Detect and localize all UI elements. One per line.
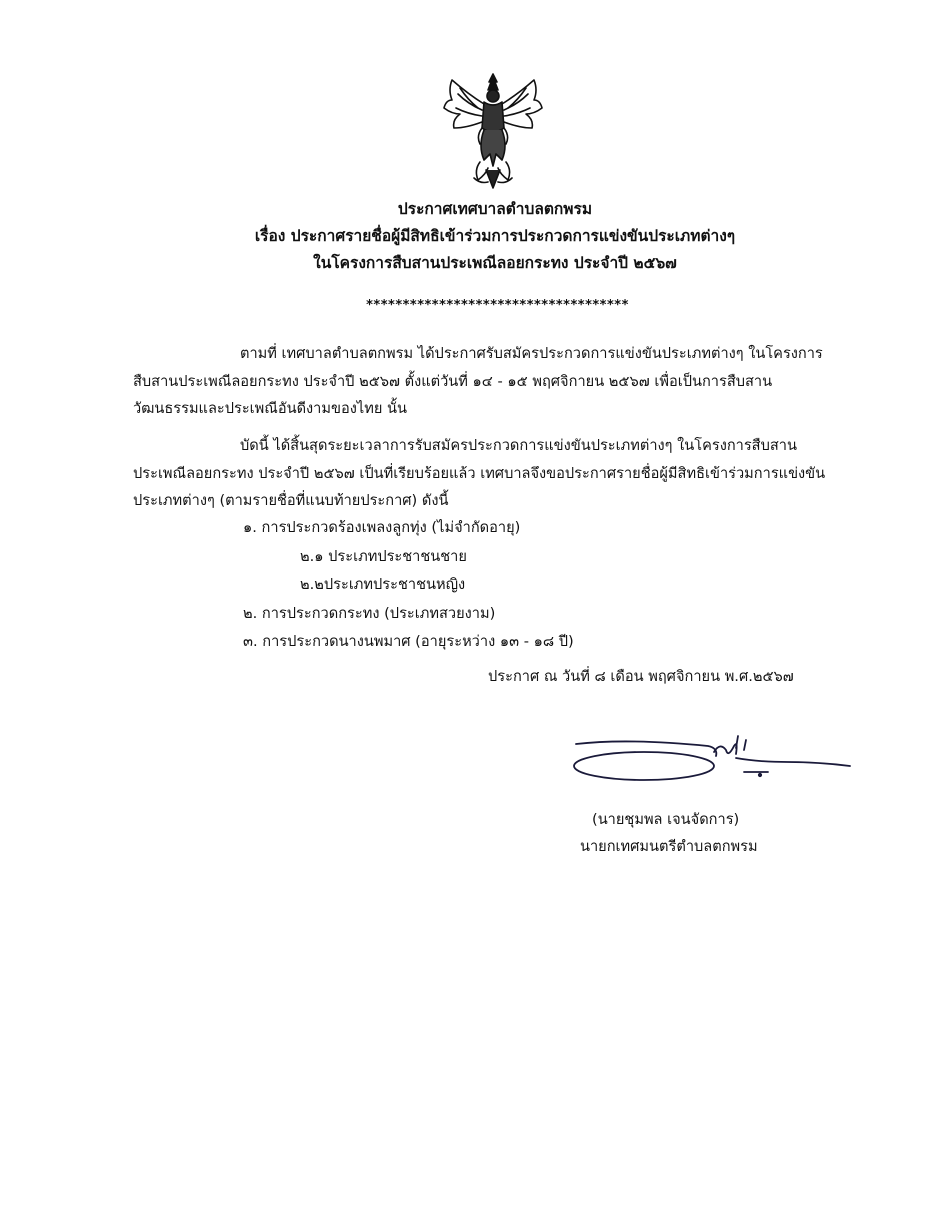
paragraph-line: บัดนี้ ได้สิ้นสุดระยะเวลาการรับสมัครประกวดการแข่งขันประเภทต่างๆ ในโครงการสืบสาน xyxy=(240,437,797,454)
project-heading: ในโครงการสืบสานประเพณีลอยกระทง ประจำปี ๒๕๖๗ xyxy=(313,254,677,272)
signer-title: นายกเทศมนตรีตำบลตกพรม xyxy=(580,838,758,855)
paragraph-line: ประเภทต่างๆ (ตามรายชื่อที่แนบท้ายประกาศ) ดังนี้ xyxy=(133,492,449,509)
separator-line: ************************************ xyxy=(366,298,629,313)
list-item: ๒.๒ประเภทประชาชนหญิง xyxy=(300,576,466,593)
garuda-emblem-icon xyxy=(438,70,548,192)
paragraph-line: ประเพณีลอยกระทง ประจำปี ๒๕๖๗ เป็นที่เรียบร้อยแล้ว เทศบาลจึงขอประกาศรายชื่อผู้มีสิทธิเข้าร่วมการแข่งขัน xyxy=(133,464,826,482)
paragraph-line: วัฒนธรรมและประเพณีอันดีงามของไทย นั้น xyxy=(133,400,407,417)
list-item: ๒.๑ ประเภทประชาชนชาย xyxy=(300,547,467,565)
list-item: ๒. การประกวดกระทง (ประเภทสวยงาม) xyxy=(243,604,496,622)
paragraph-intro xyxy=(133,340,863,423)
announcement-date: ประกาศ ณ วันที่ ๘ เดือน พฤศจิกายน พ.ศ.๒๕๖๗ xyxy=(488,668,794,685)
subject-heading: เรื่อง ประกาศรายชื่อผู้มีสิทธิเข้าร่วมการประกวดการแข่งขันประเภทต่างๆ xyxy=(254,227,736,245)
contest-list xyxy=(0,514,950,657)
paragraph-line: สืบสานประเพณีลอยกระทง ประจำปี ๒๕๖๗ ตั้งแต่วันที่ ๑๔ - ๑๕ พฤศจิกายน ๒๕๖๗ เพื่อเป็นการสืบสาน xyxy=(133,372,773,390)
list-item: ๑. การประกวดร้องเพลงลูกทุ่ง (ไม่จำกัดอายุ) xyxy=(243,519,521,536)
signature-image xyxy=(568,732,858,792)
list-item: ๓. การประกวดนางนพมาศ (อายุระหว่าง ๑๓ - ๑๘ ปี) xyxy=(243,633,574,650)
signer-name: (นายชุมพล เจนจัดการ) xyxy=(592,811,740,828)
org-heading: ประกาศเทศบาลตำบลตกพรม xyxy=(397,200,593,218)
paragraph-announcement xyxy=(133,432,863,515)
document-title-block xyxy=(0,196,950,277)
paragraph-line: ตามที่ เทศบาลตำบลตกพรม ได้ประกาศรับสมัครประกวดการแข่งขันประเภทต่างๆ ในโครงการ xyxy=(240,345,823,362)
